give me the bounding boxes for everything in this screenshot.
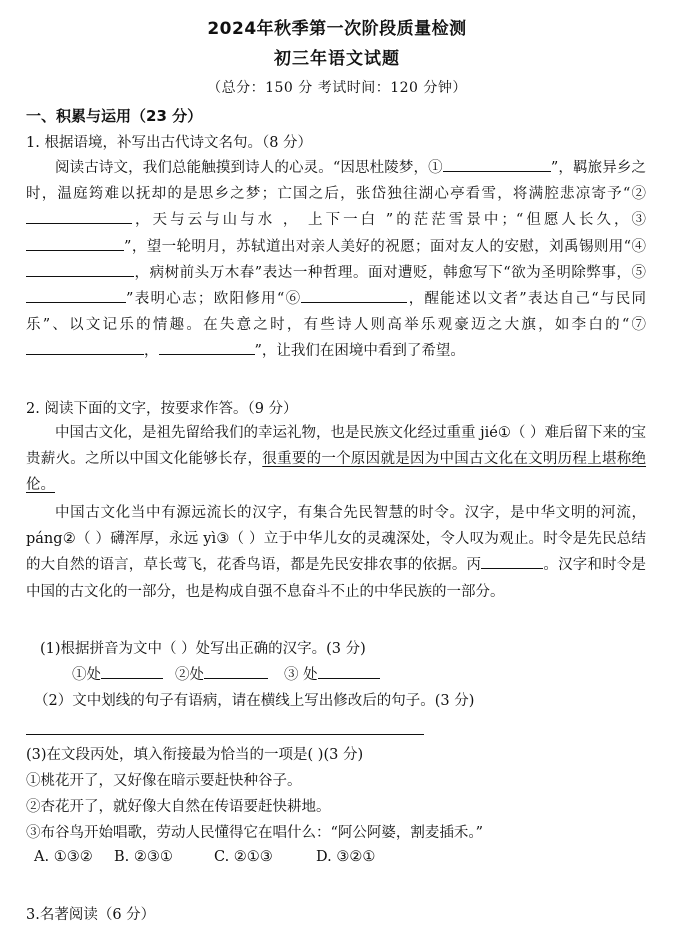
choice-c[interactable]: C. ②①③: [214, 849, 273, 865]
q2-field-3-label: ③ 处: [284, 667, 318, 683]
q2-sub2-title: （2）文中划线的句子有语病，请在横线上写出修改后的句子。(3 分): [34, 693, 475, 709]
q2-underlined-sentence: 很重要的一个原因就是因为中国古文化在文明历程上堪称绝伦。: [26, 451, 647, 494]
q2-option-3: ③布谷鸟开始唱歌，劳动人民懂得它在唱什么：“阿公阿婆，割麦插禾。”: [26, 825, 484, 841]
q2-field-1-blank[interactable]: [101, 664, 163, 679]
blank-2[interactable]: [26, 209, 132, 224]
q2-field-2-blank[interactable]: [204, 664, 268, 679]
blank-7a[interactable]: [26, 340, 144, 355]
q2-option-1: ①桃花开了，又好像在暗示要赶快种谷子。: [26, 773, 302, 789]
blank-1[interactable]: [443, 157, 551, 172]
question-2-passage-1: [26, 420, 646, 499]
q1-text-4: ”，望一轮明月，苏轼道出对亲人美好的祝愿；面对友人的安慰，刘禹锡则用“④: [124, 238, 646, 255]
q2-option-2: ②杏花开了，就好像大自然在传语要赶快耕地。: [26, 799, 331, 815]
blank-4[interactable]: [26, 262, 134, 277]
q1-text-9: ”，让我们在困境中看到了希望。: [254, 343, 465, 360]
q1-text-1: 阅读古诗文，我们总能触摸到诗人的心灵。“因思杜陵梦，①: [55, 160, 443, 176]
choice-d[interactable]: D. ③②①: [316, 849, 376, 865]
choice-a[interactable]: A. ①③②: [34, 849, 93, 865]
choice-b[interactable]: B. ②③①: [114, 849, 173, 865]
q2-para2-text: 中国古文化当中有源远流长的汉字，有集合先民智慧的时令。汉字，是中华文明的河流， páng②（ ）礴浑厚，永远 yì③（ ）立于中华儿女的灵魂深处，令人叹为观止。时令是先民总结的大自然的语言，草长莺飞，花香鸟语，都是先民安排农事的依据。丙: [26, 505, 646, 574]
q2-para1-text: 中国古文化，是祖先留给我们的幸运礼物，也是民族文化经过重重 jié①（ ）难后留下来的宝贵薪火。之所以中国文化能够长存，: [26, 425, 646, 468]
question-3-title: 3.名著阅读（6 分）: [26, 907, 156, 923]
question-2-title: 2. 阅读下面的文字，按要求作答。（9 分）: [26, 401, 298, 417]
q2-para2-text-b: 。汉字和时令是中国的古文化的一部分，也是构成自强不息奋斗不止的中华民族的一部分。: [26, 557, 647, 600]
q1-text-2: ”，羁旅异乡之时，温庭筠难以抚却的是思乡之梦；亡国之后，张岱独往湖心亭看雪，将满腔悲凉寄予“②: [26, 160, 646, 203]
blank-7b[interactable]: [159, 340, 255, 355]
question-2-passage-2: [26, 500, 646, 605]
q2-field-2-label: ②处: [175, 667, 204, 683]
q1-text-7: ，醒能述以文者”表达自己“与民同乐”、以文记乐的情趣。在失意之时，有些诗人则高举乐观豪迈之大旗，如李白的“⑦: [26, 291, 646, 334]
q2-choices: [34, 849, 375, 865]
blank-bing[interactable]: [481, 554, 543, 569]
blank-5[interactable]: [26, 288, 126, 303]
q1-text-5: ，病树前头万木春”表达一种哲理。面对遭贬，韩愈写下“欲为圣明除弊事，⑤: [134, 264, 646, 281]
blank-6[interactable]: [301, 288, 407, 303]
exam-title: 2024年秋季第一次阶段质量检测: [207, 19, 467, 39]
blank-3[interactable]: [26, 236, 124, 251]
q2-field-3-blank[interactable]: [318, 664, 380, 679]
q2-field-1-label: ①处: [72, 667, 101, 683]
question-1-passage: [26, 155, 646, 365]
exam-meta: （总分：150 分 考试时间：120 分钟）: [207, 80, 467, 96]
section-heading: 一、积累与运用（23 分）: [26, 107, 203, 125]
q2-sub1-fields: [72, 663, 380, 684]
q2-sub2-answer-line[interactable]: [26, 733, 424, 735]
q2-sub1-title: (1)根据拼音为文中（ ）处写出正确的汉字。(3 分): [40, 641, 366, 657]
q1-text-3: ，天与云与山与水 ， 上下一白 ”的茫茫雪景中；“但愿人长久，③: [132, 212, 646, 229]
q2-sub3-title: (3)在文段丙处，填入衔接最为恰当的一项是( )(3 分): [26, 747, 364, 763]
q1-text-8: ，: [144, 343, 159, 360]
exam-subtitle: 初三年语文试题: [274, 49, 400, 69]
question-1-title: 1. 根据语境，补写出古代诗文名句。（8 分）: [26, 135, 313, 151]
q1-text-6: ”表明心志；欧阳修用“⑥: [126, 291, 302, 308]
